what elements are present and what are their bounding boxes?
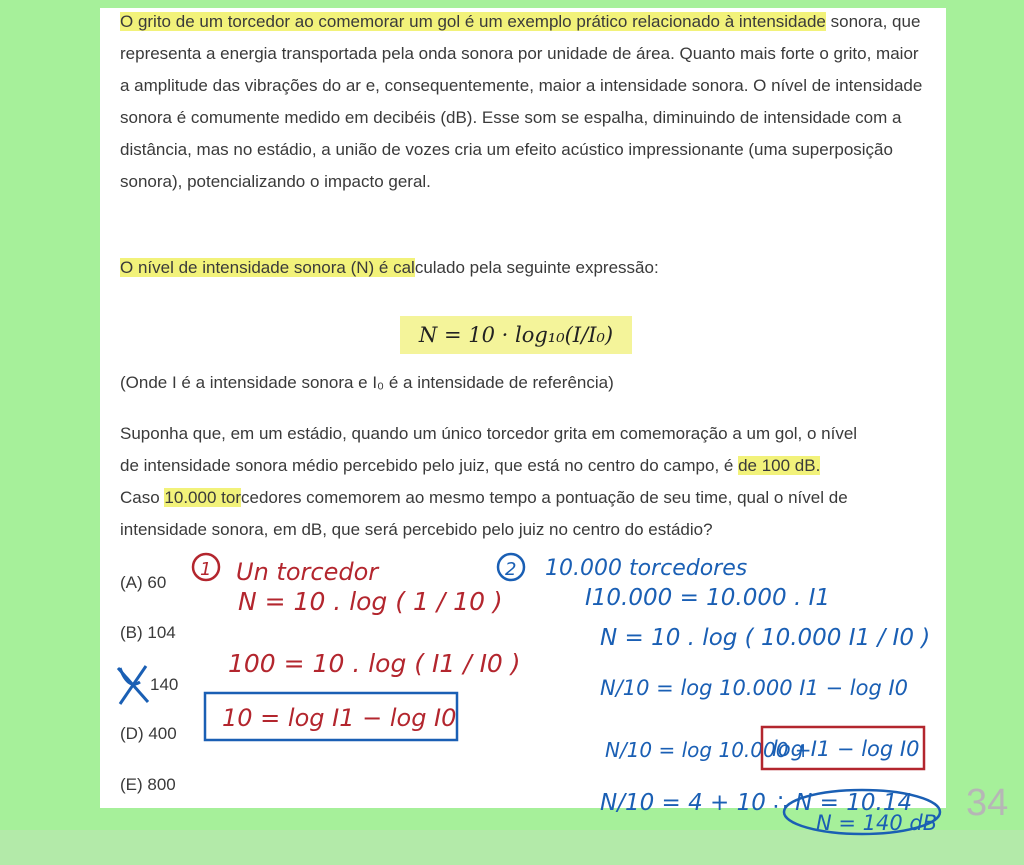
step-1-number: 1 [200,559,212,580]
option-c: 140 [150,675,179,694]
question-line-3b: cedores comemorem ao mesmo tempo a pontuação de seu time, qual o nível de [240,488,848,507]
right-line-1: I10.000 = 10.000 . I1 [585,585,830,611]
step-2-number: 2 [505,559,517,580]
page-number: 34 [966,782,1009,824]
intro-highlight: O grito de um torcedor ao comemorar um gol é um exemplo prático relacionado à intensidade [120,12,826,31]
left-line-1: N = 10 . log ( 1 / 10 ) [238,587,503,616]
right-line-6: N = 140 dB [816,811,938,835]
cross-mark-icon [118,666,148,704]
question-highlight-10000: 10.000 tor [164,488,241,507]
right-line-4: N/10 = log 10.000 + [605,738,812,762]
question-line-2: de intensidade sonora médio percebido pelo juiz, que está no centro do campo, é [120,456,739,475]
right-line-3: N/10 = log 10.000 I1 − log I0 [600,676,909,700]
expression-text: culado pela seguinte expressão: [414,258,659,277]
right-line-2: N = 10 . log ( 10.000 I1 / I0 ) [600,625,931,651]
left-title: Un torcedor [236,558,379,586]
formula-note: (Onde I é a intensidade sonora e I₀ é a intensidade de referência) [120,373,614,392]
option-a: (A) 60 [120,573,167,592]
question-highlight-100db: de 100 dB. [738,456,821,475]
formula: N = 10 · log₁₀(I/I₀) [400,316,632,354]
option-d: (D) 400 [120,724,177,743]
right-line-5: N/10 = 4 + 10 ∴ N = 10.14 [600,790,913,816]
intro-text: sonora, que representa a energia transportada pela onda sonora por unidade de área. Quanto mais forte o grito, maior a amplitude das vibrações do ar e, consequentemente, maior a intensidade sonora. O nível de intensidade sonora é comumente medido em decibéis (dB). Esse som se espalha, diminuindo de intensidade com a distância, mas no estádio, a união de vozes cria um efeito acústico impressionante (uma superposição sonora), potencializando o impacto geral. [120,12,923,191]
option-b: (B) 104 [120,623,176,642]
question-line-4: intensidade sonora, em dB, que será percebido pelo juiz no centro do estádio? [120,520,713,539]
right-box-text: log I1 − log I0 [772,737,920,761]
left-box-text: 10 = log I1 − log I0 [222,704,457,732]
expression-highlight: O nível de intensidade sonora (N) é cal [120,258,415,277]
option-e: (E) 800 [120,775,176,794]
right-title: 10.000 torcedores [545,556,748,581]
left-line-2: 100 = 10 . log ( I1 / I0 ) [228,649,521,678]
question-line-1: Suponha que, em um estádio, quando um único torcedor grita em comemoração a um gol, o nível [120,424,858,443]
question-line-3a: Caso [120,488,165,507]
